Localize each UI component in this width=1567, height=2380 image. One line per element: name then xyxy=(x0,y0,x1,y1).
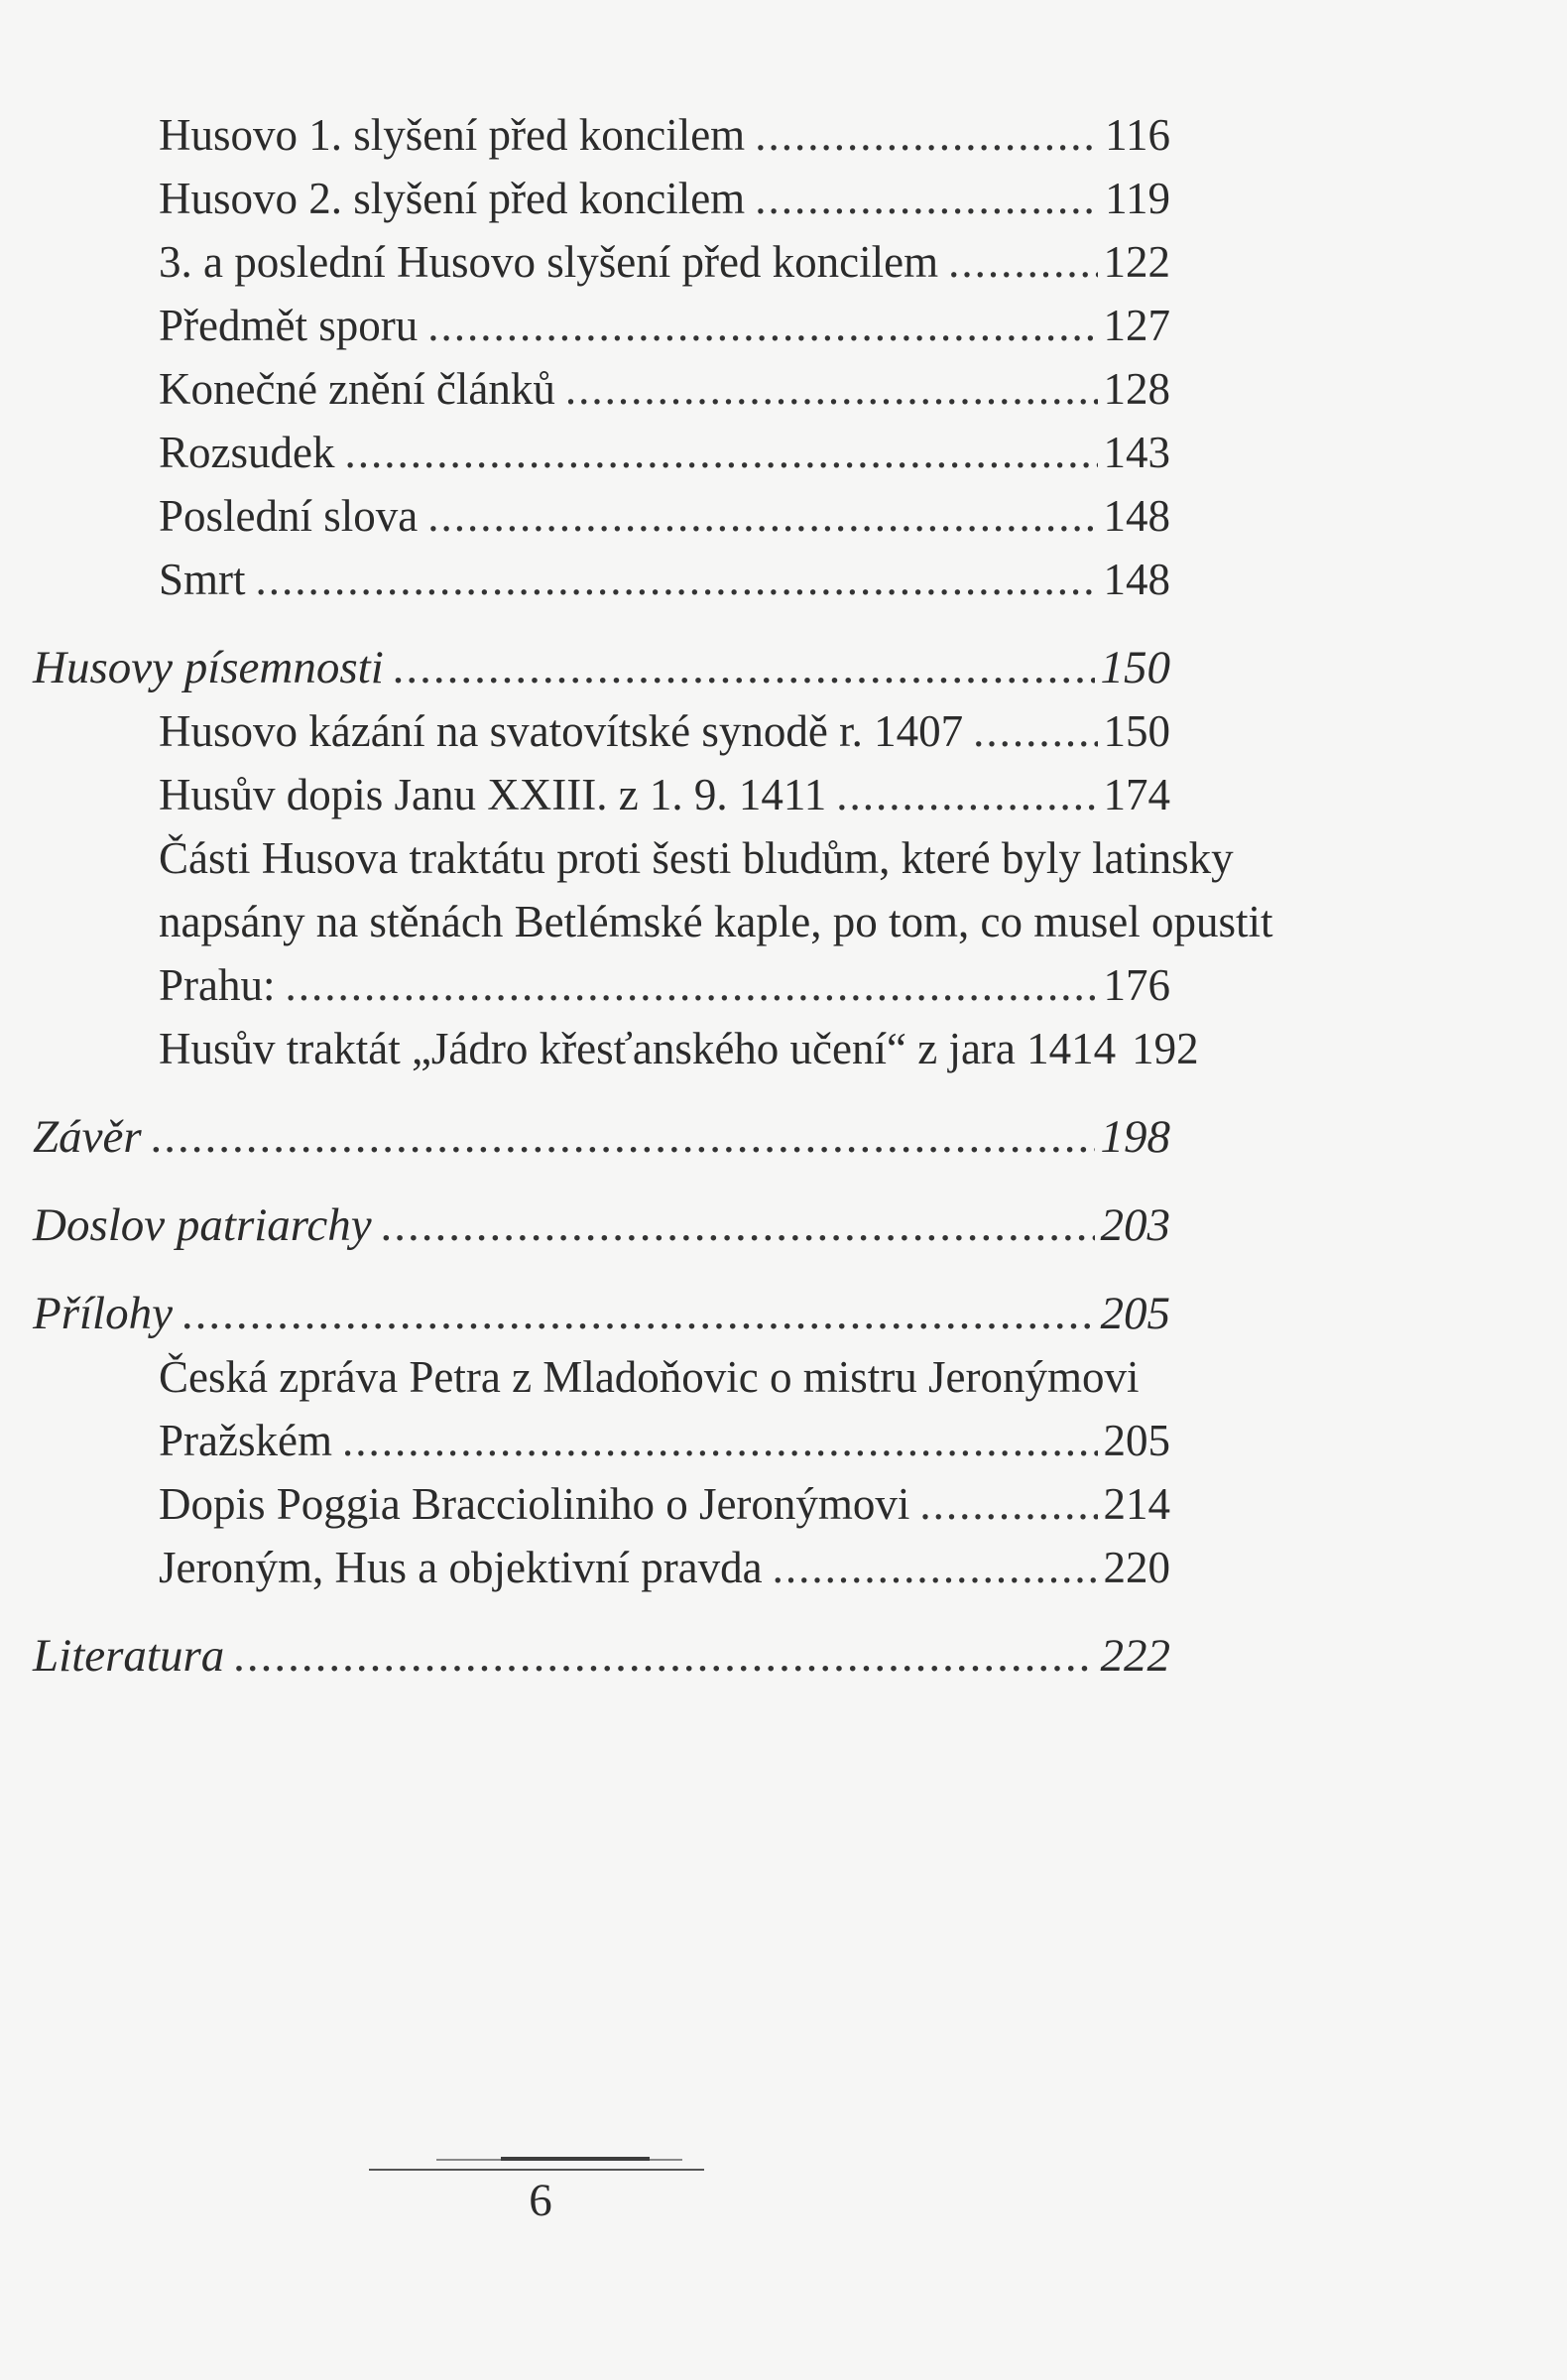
dot-leader xyxy=(152,1105,1095,1169)
toc-entry-label: Husovo kázání na svatovítské synodě r. 1407 xyxy=(159,706,964,756)
page-ref: 148 xyxy=(1103,555,1170,604)
toc-row xyxy=(33,548,1170,611)
dot-leader xyxy=(427,294,1097,357)
dot-leader xyxy=(286,953,1098,1017)
page-ref: 150 xyxy=(1100,642,1170,693)
toc-row xyxy=(33,357,1170,421)
toc-section-label: Závěr xyxy=(33,1111,142,1163)
dot-leader xyxy=(427,484,1097,548)
dot-leader xyxy=(344,421,1097,484)
toc-entry-label: Smrt xyxy=(159,555,246,604)
toc-section-row xyxy=(33,1105,1170,1169)
toc-row xyxy=(33,1472,1170,1536)
toc-entry-label: Česká zpráva Petra z Mladoňovic o mistru Jeronýmovi xyxy=(159,1352,1140,1402)
toc-row xyxy=(33,699,1170,763)
toc-row-wrapped-line xyxy=(33,826,1234,890)
page-ref: 192 xyxy=(1132,1024,1199,1073)
toc-entry-label: Části Husova traktátu proti šesti bludům, které byly latinsky xyxy=(159,833,1234,883)
dot-leader xyxy=(382,1193,1095,1257)
dot-leader xyxy=(256,548,1098,611)
page-ref: 205 xyxy=(1103,1416,1170,1465)
page-ref: 222 xyxy=(1100,1630,1170,1682)
toc-entry-label: Husovo 1. slyšení před koncilem xyxy=(159,110,746,160)
page-ref: 176 xyxy=(1103,960,1170,1010)
dot-leader xyxy=(919,1472,1097,1536)
toc-entry-label: Konečné znění článků xyxy=(159,364,555,414)
page-ref: 143 xyxy=(1103,428,1170,477)
toc-row xyxy=(33,484,1170,548)
toc-row xyxy=(33,230,1170,294)
table-of-contents xyxy=(33,103,1273,1688)
toc-entry-label: Prahu: xyxy=(159,960,276,1010)
toc-row xyxy=(33,167,1170,230)
toc-row xyxy=(33,1409,1170,1472)
page-number: 6 xyxy=(529,2175,552,2226)
page-ref: 205 xyxy=(1100,1288,1170,1339)
footer-divider xyxy=(369,2169,704,2171)
page-ref: 203 xyxy=(1100,1199,1170,1251)
dot-leader xyxy=(973,699,1097,763)
toc-entry-label: napsány na stěnách Betlémské kaple, po tom, co musel opustit xyxy=(159,897,1273,946)
toc-row xyxy=(33,103,1170,167)
toc-section-label: Husovy písemnosti xyxy=(33,642,384,693)
page-ref: 220 xyxy=(1103,1543,1170,1592)
dot-leader xyxy=(755,167,1099,230)
toc-section-label: Přílohy xyxy=(33,1288,173,1339)
toc-section-row xyxy=(33,636,1170,699)
page-ref: 150 xyxy=(1103,706,1170,756)
dot-leader xyxy=(342,1409,1098,1472)
page-ref: 214 xyxy=(1103,1479,1170,1529)
page-ref: 116 xyxy=(1105,110,1170,160)
dot-leader xyxy=(565,357,1098,421)
toc-section-row xyxy=(33,1624,1170,1688)
toc-row xyxy=(33,763,1170,826)
toc-section-row xyxy=(33,1282,1170,1345)
toc-entry-label: Husův traktát „Jádro křesťanského učení“ z jara 1414 xyxy=(159,1024,1117,1073)
page-ref: 148 xyxy=(1103,491,1170,541)
page-ref: 122 xyxy=(1103,237,1170,287)
toc-row-wrapped-line xyxy=(33,1345,1170,1409)
toc-entry-label: Jeroným, Hus a objektivní pravda xyxy=(159,1543,763,1592)
page-ref: 174 xyxy=(1103,770,1170,819)
toc-entry-label: 3. a poslední Husovo slyšení před koncilem xyxy=(159,237,939,287)
toc-row xyxy=(33,1536,1170,1599)
toc-entry-label: Husův dopis Janu XXIII. z 1. 9. 1411 xyxy=(159,770,827,819)
page-ref: 198 xyxy=(1100,1111,1170,1163)
toc-entry-label: Předmět sporu xyxy=(159,301,419,350)
page-ref: 119 xyxy=(1105,174,1170,223)
toc-section-label: Literatura xyxy=(33,1630,225,1682)
dot-leader xyxy=(773,1536,1098,1599)
page-ref: 128 xyxy=(1103,364,1170,414)
dot-leader xyxy=(836,763,1097,826)
toc-entry-label: Poslední slova xyxy=(159,491,419,541)
footer-divider xyxy=(501,2157,650,2161)
page-ref: 127 xyxy=(1103,301,1170,350)
dot-leader xyxy=(394,636,1095,699)
toc-row xyxy=(33,421,1170,484)
toc-row xyxy=(33,953,1170,1017)
toc-entry-label: Husovo 2. slyšení před koncilem xyxy=(159,174,746,223)
toc-entry-label: Dopis Poggia Braccioliniho o Jeronýmovi xyxy=(159,1479,910,1529)
dot-leader xyxy=(948,230,1097,294)
dot-leader xyxy=(182,1282,1095,1345)
toc-section-row xyxy=(33,1193,1170,1257)
toc-row xyxy=(33,294,1170,357)
toc-section-label: Doslov patriarchy xyxy=(33,1199,372,1251)
toc-entry-label: Rozsudek xyxy=(159,428,335,477)
dot-leader xyxy=(234,1624,1094,1688)
toc-entry-label: Pražském xyxy=(159,1416,332,1465)
dot-leader xyxy=(755,103,1099,167)
toc-row-wrapped-line xyxy=(33,890,1273,953)
toc-row xyxy=(33,1017,1199,1080)
